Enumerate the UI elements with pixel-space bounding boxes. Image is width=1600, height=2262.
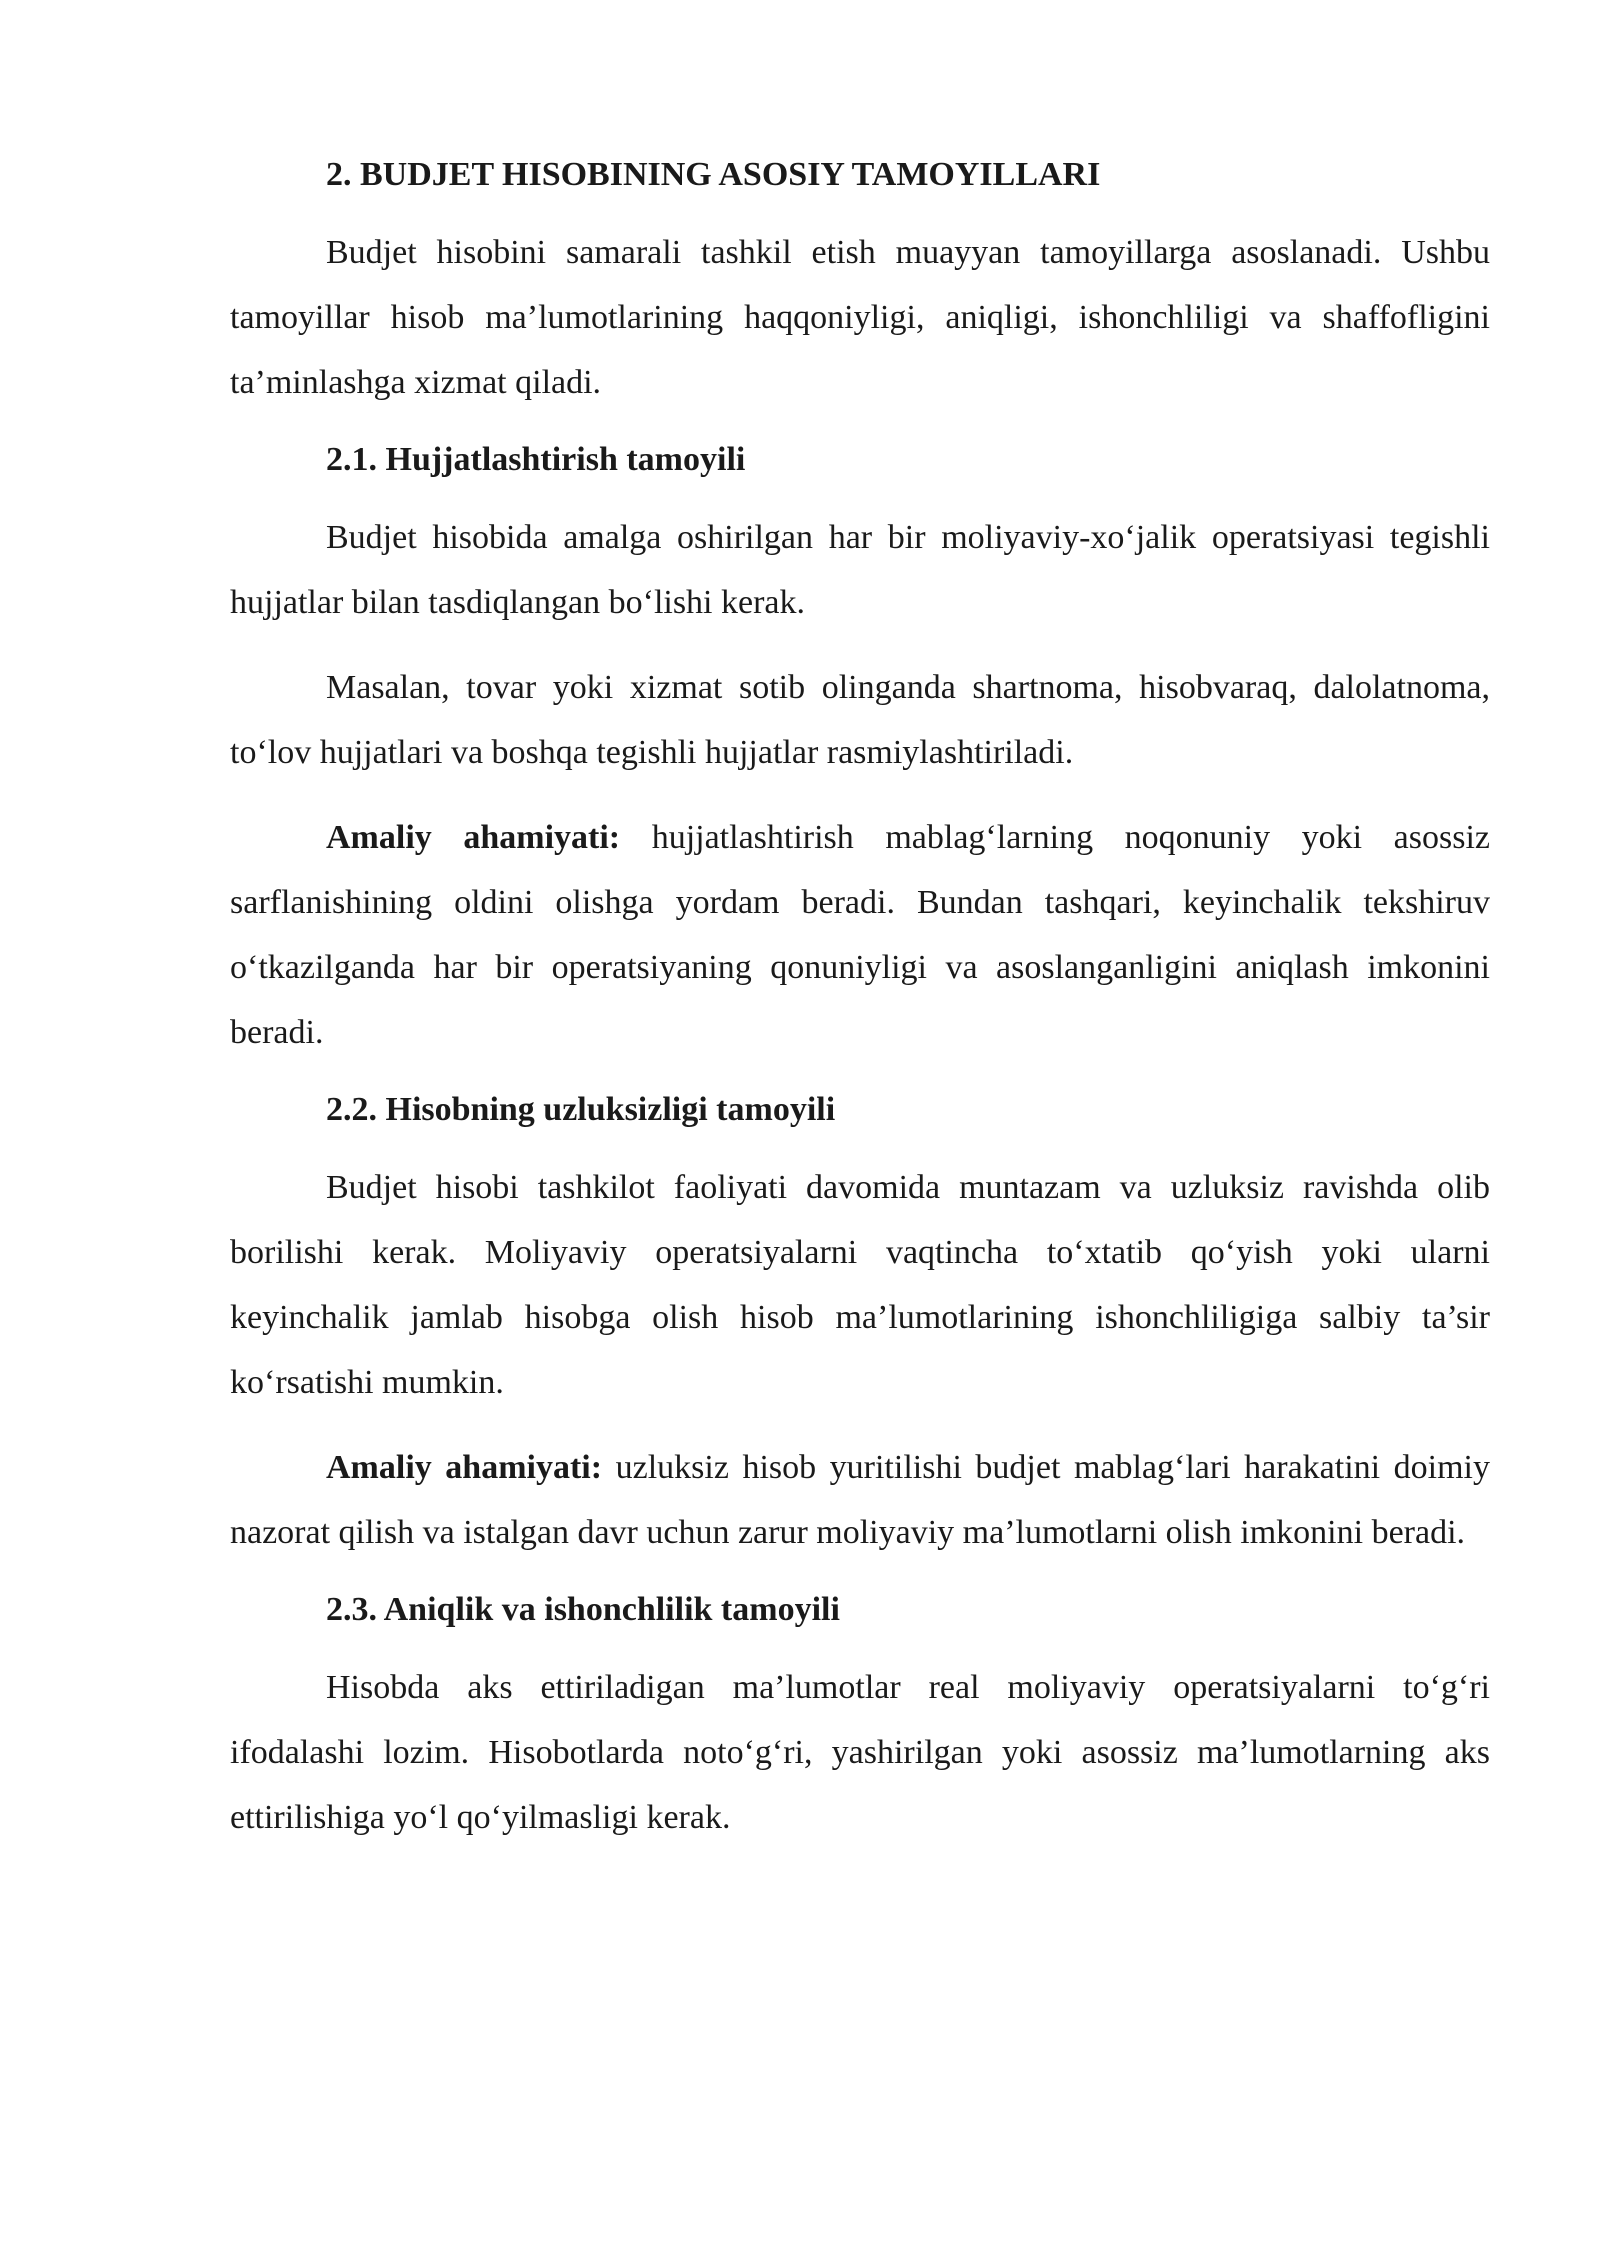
section-2-1-paragraph-2: Masalan, tovar yoki xizmat sotib olinganda shartnoma, hisobvaraq, dalolatnoma, to‘lov hujjatlari va boshqa tegishli hujjatlar rasmiylashtiriladi. (230, 669, 1490, 771)
intro-paragraph: Budjet hisobini samarali tashkil etish muayyan tamoyillarga asoslanadi. Ushbu tamoyillar hisob ma’lumotlarining haqqoniyligi, aniqligi, ishonchliligi va shaffofligini ta’minlashga xizmat qiladi. (230, 234, 1490, 401)
practical-label: Amaliy ahamiyati: (326, 1449, 603, 1486)
section-heading-2-2: 2.2. Hisobning uzluksizligi tamoyili (326, 1091, 836, 1128)
practical-label: Amaliy ahamiyati: (326, 819, 621, 856)
practical-text: hujjatlashtirish mablag‘larning noqonuniy yoki asossiz sarflanishining oldini olishga yordam beradi. Bundan tashqari, keyinchalik tekshiruv o‘tkazilganda har bir operatsiyaning qonuniyligi va asoslanganligini aniqlash imkonini beradi. (230, 819, 1490, 1051)
document-body (230, 150, 1490, 1870)
section-2-1-paragraph-1: Budjet hisobida amalga oshirilgan har bir moliyaviy-xo‘jalik operatsiyasi tegishli hujjatlar bilan tasdiqlangan bo‘lishi kerak. (230, 519, 1490, 621)
document-title: 2. BUDJET HISOBINING ASOSIY TAMOYILLARI (326, 156, 1101, 193)
section-2-3-paragraph-1: Hisobda aks ettiriladigan ma’lumotlar real moliyaviy operatsiyalarni to‘g‘ri ifodalashi lozim. Hisobotlarda noto‘g‘ri, yashirilgan yoki asossiz ma’lumotlarning aks ettirilishiga yo‘l qo‘yilmasligi kerak. (230, 1669, 1490, 1836)
section-2-1-practical-paragraph (230, 805, 1490, 1065)
section-heading-2-1: 2.1. Hujjatlashtirish tamoyili (326, 441, 746, 478)
practical-text: uzluksiz hisob yuritilishi budjet mablag‘lari harakatini doimiy nazorat qilish va istalgan davr uchun zarur moliyaviy ma’lumotlarni olish imkonini beradi. (230, 1449, 1490, 1551)
section-2-2-paragraph-1: Budjet hisobi tashkilot faoliyati davomida muntazam va uzluksiz ravishda olib borilishi kerak. Moliyaviy operatsiyalarni vaqtincha to‘xtatib qo‘yish yoki ularni keyinchalik jamlab hisobga olish hisob ma’lumotlarining ishonchliligiga salbiy ta’sir ko‘rsatishi mumkin. (230, 1169, 1490, 1401)
section-2-2-practical-paragraph (230, 1435, 1490, 1565)
section-heading-2-3: 2.3. Aniqlik va ishonchlilik tamoyili (326, 1591, 840, 1628)
